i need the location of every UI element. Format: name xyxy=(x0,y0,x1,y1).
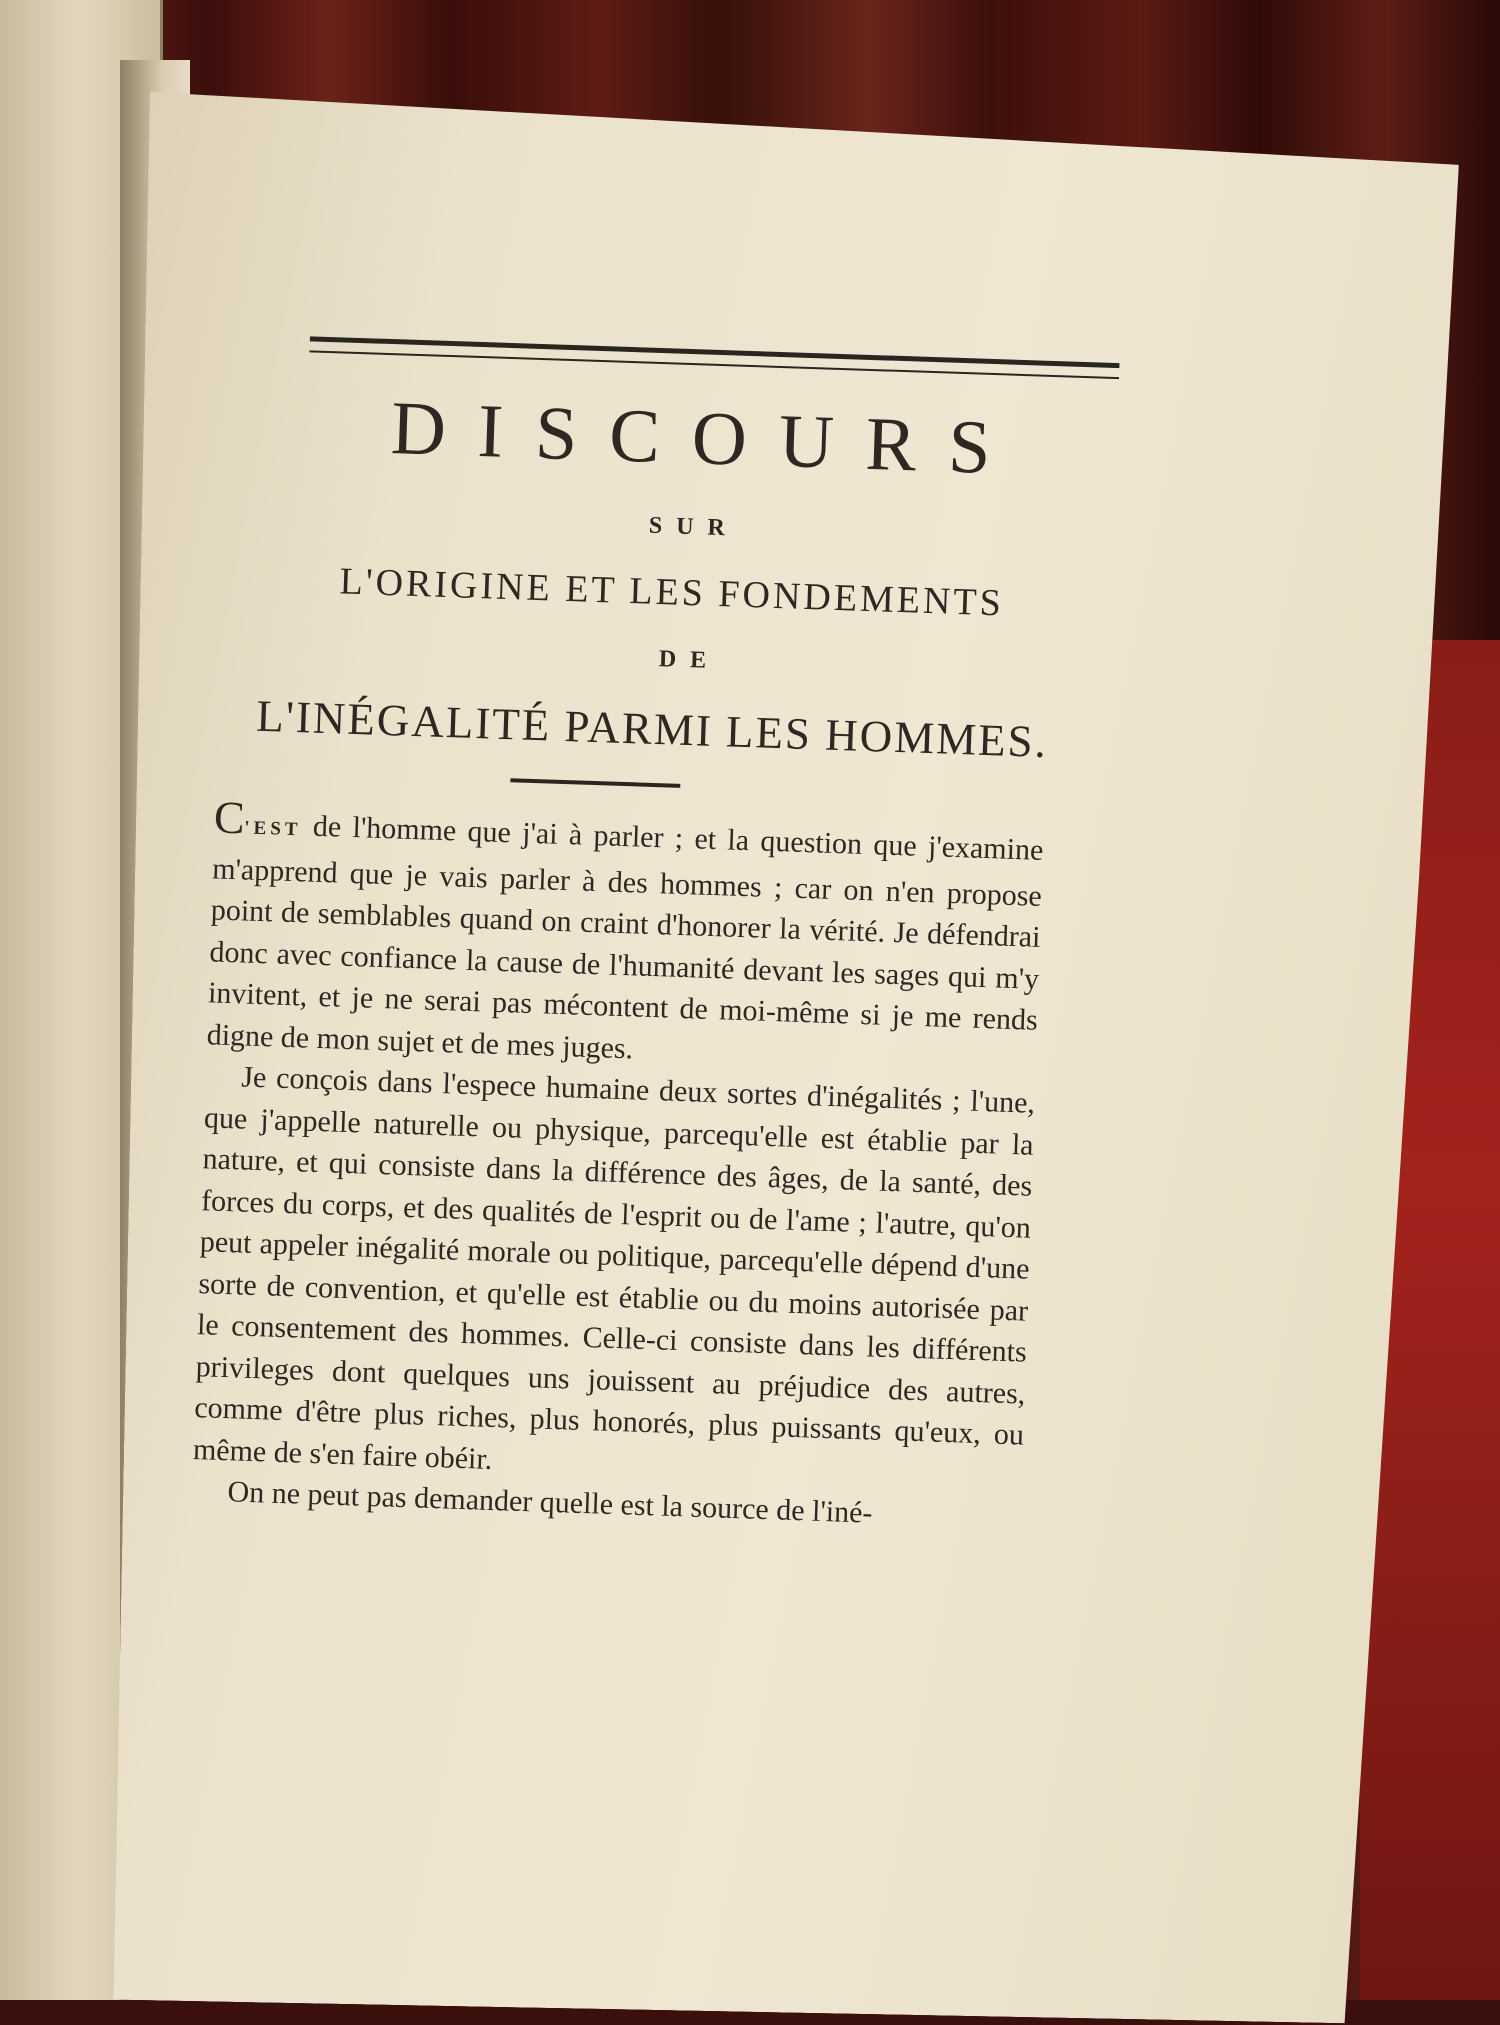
title-de: DE xyxy=(658,646,721,675)
title-inegalite: L'INÉGALITÉ PARMI LES HOMMES. xyxy=(255,690,1049,768)
title-sur: SUR xyxy=(648,512,740,542)
drop-cap: C xyxy=(213,791,246,844)
title-origine: L'ORIGINE ET LES FONDEMENTS xyxy=(338,560,1005,625)
page-content xyxy=(192,335,1090,1540)
paragraph-1-text: de l'homme que j'ai à parler ; et la question que j'examine m'apprend que je vais parler à des hommes ; car on n'en propose point de semblables quand on craint d'honorer la vérité. Je défendrai donc avec confiance la cause de l'humanité devant les sages qui m'y invitent, et je ne serai pas mécontent de moi-même si je me rends digne de mon sujet et de mes juges. xyxy=(206,809,1044,1065)
title-discours: DISCOURS xyxy=(389,386,1024,491)
paragraph-3: On ne peut pas demander quelle est la source de l'iné- xyxy=(227,1475,873,1530)
paragraph-2: Je conçois dans l'espece humaine deux sortes d'inégalités ; l'une, que j'appelle naturelle ou physique, parcequ'elle est établie par la nature, et qui consiste dans la différence des âges, de la santé, des forces du corps, et des qualités de l'esprit ou de l'ame ; l'autre, qu'on peut appeler inégalité morale ou politique, parcequ'elle dépend d'une sorte de convention, et qu'elle est établie ou du moins autorisée par le consentement des hommes. Celle-ci consiste dans les différents privileges dont quelques uns jouissent au préjudice des autres, comme d'être plus riches, plus honorés, plus puissants qu'eux, ou même de s'en faire obéir. xyxy=(192,1060,1036,1476)
body-text xyxy=(191,791,1044,1539)
paragraph-1 xyxy=(206,791,1044,1082)
small-caps-word: 'EST xyxy=(243,817,302,841)
short-rule-divider xyxy=(510,778,680,788)
